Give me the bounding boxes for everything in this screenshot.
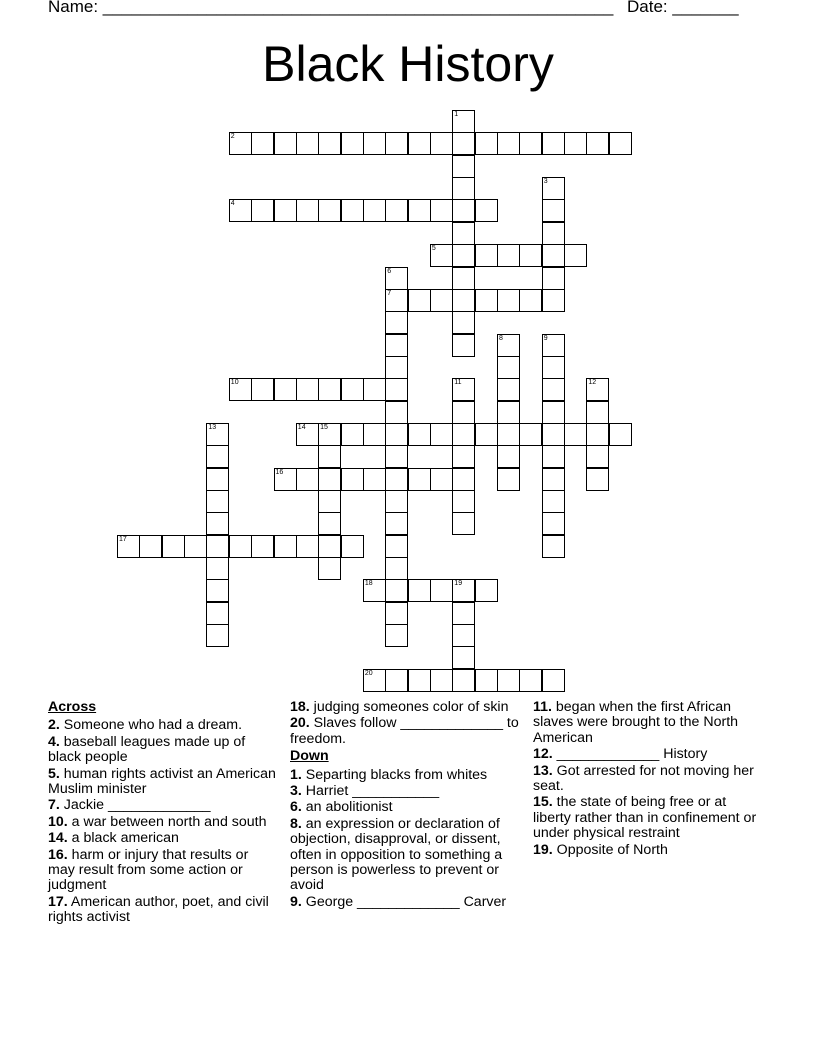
cell-number: 12 (588, 379, 597, 387)
crossword-cell[interactable] (385, 289, 408, 312)
across-clue (48, 735, 278, 766)
down-clue (290, 784, 522, 799)
crossword-cell[interactable] (542, 490, 565, 513)
down-clue (533, 795, 765, 841)
clue-text: _____________ History (552, 746, 708, 763)
clue-text: George _____________ Carver (301, 893, 507, 910)
crossword-cell[interactable] (296, 199, 319, 222)
crossword-cell[interactable] (452, 624, 475, 647)
crossword-cell[interactable] (341, 535, 364, 558)
crossword-cell[interactable] (452, 199, 475, 222)
crossword-cell[interactable] (341, 132, 364, 155)
crossword-cell[interactable] (475, 579, 498, 602)
crossword-cell[interactable] (519, 289, 542, 312)
across-clue (290, 716, 522, 747)
crossword-cell[interactable] (542, 535, 565, 558)
crossword-cell[interactable] (408, 289, 431, 312)
crossword-cell[interactable] (452, 423, 475, 446)
crossword-cell[interactable] (341, 468, 364, 491)
crossword-cell[interactable] (430, 244, 453, 267)
crossword-cell[interactable] (586, 445, 609, 468)
clue-number: 7. (48, 797, 60, 814)
cell-number: 13 (208, 423, 217, 431)
cell-number: 4 (230, 200, 235, 208)
crossword-cell[interactable] (542, 669, 565, 692)
crossword-cell[interactable] (609, 423, 632, 446)
crossword-cell[interactable] (385, 311, 408, 334)
crossword-cell[interactable] (542, 244, 565, 267)
crossword-cell[interactable] (296, 132, 319, 155)
crossword-cell[interactable] (542, 445, 565, 468)
crossword-cell[interactable] (519, 423, 542, 446)
crossword-cell[interactable] (251, 535, 274, 558)
across-heading: Across (48, 699, 97, 715)
crossword-cell[interactable] (363, 468, 386, 491)
clue-number: 16. (48, 846, 68, 863)
crossword-cell[interactable] (363, 669, 386, 692)
cell-number: 8 (499, 334, 503, 342)
crossword-cell[interactable] (475, 289, 498, 312)
clue-number: 10. (48, 813, 68, 830)
crossword-cell[interactable] (542, 334, 565, 357)
clue-number: 20. (290, 715, 310, 732)
crossword-cell[interactable] (497, 244, 520, 267)
crossword-cell[interactable] (452, 132, 475, 155)
across-clue (48, 718, 278, 733)
crossword-cell[interactable] (296, 378, 319, 401)
crossword-cell[interactable] (385, 602, 408, 625)
clue-text: an expression or declaration of objection, disapproval, or dissent, often in opposition to something a person is powerless to prevent or avoid (290, 815, 503, 894)
crossword-cell[interactable] (452, 602, 475, 625)
down-clue (533, 843, 765, 858)
crossword-cell[interactable] (542, 356, 565, 379)
crossword-cell[interactable] (206, 602, 229, 625)
crossword-cell[interactable] (497, 669, 520, 692)
crossword-cell[interactable] (385, 490, 408, 513)
cell-number: 19 (454, 580, 463, 588)
cell-number: 5 (431, 245, 436, 253)
crossword-cell[interactable] (385, 557, 408, 580)
cell-number: 15 (320, 423, 328, 431)
crossword-cell[interactable] (497, 356, 520, 379)
down-clue (533, 764, 765, 795)
crossword-cell[interactable] (475, 423, 498, 446)
crossword-cell[interactable] (408, 468, 431, 491)
crossword-cell[interactable] (206, 445, 229, 468)
crossword-cell[interactable] (430, 579, 453, 602)
crossword-cell[interactable] (542, 267, 565, 290)
crossword-cell[interactable] (542, 199, 565, 222)
cell-number: 1 (454, 111, 459, 118)
clue-text: an abolitionist (301, 799, 393, 816)
cell-number: 3 (543, 178, 548, 186)
crossword-cell[interactable] (542, 222, 565, 245)
across-clue (48, 895, 278, 926)
crossword-cell[interactable] (318, 445, 341, 468)
crossword-cell[interactable] (385, 512, 408, 535)
crossword-cell[interactable] (363, 132, 386, 155)
cell-number: 16 (275, 468, 284, 476)
crossword-cell[interactable] (385, 468, 408, 491)
clue-number: 1. (290, 766, 302, 783)
crossword-cell[interactable] (117, 535, 140, 558)
crossword-cell[interactable] (296, 468, 319, 491)
crossword-cell[interactable] (452, 267, 475, 290)
crossword-cell[interactable] (542, 423, 565, 446)
crossword-cell[interactable] (586, 468, 609, 491)
crossword-cell[interactable] (452, 378, 475, 401)
crossword-cell[interactable] (564, 132, 587, 155)
clue-text: a war between north and south (67, 813, 267, 830)
clue-number: 19. (533, 841, 553, 858)
crossword-cell[interactable] (452, 334, 475, 357)
crossword-cell[interactable] (452, 468, 475, 491)
across-clue (48, 767, 278, 798)
crossword-cell[interactable] (318, 468, 341, 491)
clue-text: Slaves follow _____________ to freedom. (290, 715, 519, 747)
crossword-cell[interactable] (542, 512, 565, 535)
crossword-cell[interactable] (206, 624, 229, 647)
crossword-cell[interactable] (497, 132, 520, 155)
crossword-cell[interactable] (497, 289, 520, 312)
crossword-cell[interactable] (452, 289, 475, 312)
crossword-cell[interactable] (385, 535, 408, 558)
crossword-cell[interactable] (497, 378, 520, 401)
down-clue (290, 768, 522, 783)
clues-column-2 (290, 700, 522, 911)
crossword-cell[interactable] (408, 199, 431, 222)
crossword-cell[interactable] (206, 490, 229, 513)
clue-text: judging someones color of skin (309, 699, 509, 715)
crossword-cell[interactable] (452, 155, 475, 178)
clue-text: Opposite of North (552, 841, 668, 858)
cell-number: 6 (387, 267, 392, 275)
clue-text: baseball leagues made up of black people (48, 733, 246, 766)
cell-number: 20 (364, 669, 373, 677)
crossword-cell[interactable] (385, 132, 408, 155)
crossword-cell[interactable] (341, 378, 364, 401)
crossword-cell[interactable] (363, 378, 386, 401)
crossword-cell[interactable] (586, 401, 609, 424)
down-heading: Down (290, 748, 329, 765)
crossword-cell[interactable] (318, 490, 341, 513)
crossword-cell[interactable] (542, 177, 565, 200)
crossword-cell[interactable] (519, 669, 542, 692)
clue-number: 3. (290, 783, 302, 800)
crossword-cell[interactable] (586, 423, 609, 446)
crossword-cell[interactable] (385, 423, 408, 446)
crossword-cell[interactable] (519, 244, 542, 267)
crossword-cell[interactable] (385, 378, 408, 401)
crossword-cell[interactable] (452, 669, 475, 692)
crossword-cell[interactable] (385, 579, 408, 602)
crossword-cell[interactable] (564, 244, 587, 267)
crossword-cell[interactable] (452, 512, 475, 535)
crossword-cell[interactable] (452, 445, 475, 468)
crossword-cell[interactable] (519, 132, 542, 155)
across-clue (48, 848, 278, 894)
clue-text: Got arrested for not moving her seat. (533, 762, 754, 795)
crossword-cell[interactable] (609, 132, 632, 155)
clue-number: 17. (48, 893, 68, 910)
page-title: Black History (262, 36, 554, 92)
crossword-cell[interactable] (251, 132, 274, 155)
crossword-cell[interactable] (274, 468, 297, 491)
crossword-cell[interactable] (385, 267, 408, 290)
crossword-cell[interactable] (385, 624, 408, 647)
crossword-cell[interactable] (363, 423, 386, 446)
down-clue (290, 895, 522, 910)
crossword-cell[interactable] (206, 468, 229, 491)
crossword-cell[interactable] (452, 244, 475, 267)
clue-number: 11. (533, 699, 552, 715)
clue-text: the state of being free or at liberty rather than in confinement or under physical restraint (533, 794, 757, 842)
cell-number: 18 (364, 580, 373, 588)
clue-text: Harriet ___________ (301, 783, 440, 800)
across-clue (48, 831, 278, 846)
cell-number: 7 (387, 289, 392, 297)
clue-text: American author, poet, and civil rights activist (48, 893, 269, 926)
date-field-label: Date: _______ (627, 0, 739, 16)
crossword-cell[interactable] (363, 199, 386, 222)
crossword-cell[interactable] (452, 401, 475, 424)
clue-number: 8. (290, 815, 302, 832)
crossword-cell[interactable] (430, 468, 453, 491)
crossword-cell[interactable] (430, 199, 453, 222)
crossword-cell[interactable] (363, 579, 386, 602)
clue-number: 2. (48, 717, 60, 734)
crossword-cell[interactable] (452, 311, 475, 334)
crossword-cell[interactable] (430, 132, 453, 155)
crossword-cell[interactable] (452, 579, 475, 602)
crossword-cell[interactable] (318, 535, 341, 558)
crossword-cell[interactable] (251, 199, 274, 222)
crossword-cell[interactable] (430, 669, 453, 692)
crossword-cell[interactable] (229, 132, 252, 155)
crossword-cell[interactable] (408, 423, 431, 446)
crossword-cell[interactable] (497, 401, 520, 424)
clue-number: 4. (48, 733, 60, 750)
crossword-cell[interactable] (385, 669, 408, 692)
clues-column-3 (533, 700, 765, 859)
clue-text: a black american (67, 830, 179, 847)
crossword-cell[interactable] (318, 132, 341, 155)
crossword-cell[interactable] (497, 445, 520, 468)
clue-text: harm or injury that results or may result from some action or judgment (48, 846, 249, 894)
cell-number: 10 (230, 379, 239, 387)
crossword-cell[interactable] (586, 132, 609, 155)
crossword-cell[interactable] (430, 423, 453, 446)
clue-text: human rights activist an American Muslim minister (48, 765, 276, 798)
crossword-cell[interactable] (318, 512, 341, 535)
clue-text: began when the first African slaves were brought to the North American (533, 699, 739, 746)
crossword-cell[interactable] (475, 244, 498, 267)
crossword-cell[interactable] (341, 199, 364, 222)
crossword-cell[interactable] (452, 177, 475, 200)
name-field-label: Name: ______________________________________________________ (48, 0, 614, 16)
cell-number: 14 (297, 423, 306, 431)
clue-number: 14. (48, 830, 68, 847)
crossword-cell[interactable] (274, 535, 297, 558)
crossword-cell[interactable] (542, 401, 565, 424)
crossword-cell[interactable] (229, 378, 252, 401)
crossword-cell[interactable] (452, 646, 475, 669)
crossword-cell[interactable] (274, 199, 297, 222)
crossword-cell[interactable] (542, 289, 565, 312)
clues-column-1 (48, 700, 278, 927)
clue-text: Separting blacks from whites (301, 766, 488, 783)
crossword-cell[interactable] (296, 535, 319, 558)
clue-number: 13. (533, 762, 553, 779)
clue-text: Someone who had a dream. (59, 717, 243, 734)
crossword-cell[interactable] (408, 132, 431, 155)
across-clue (290, 700, 522, 715)
crossword-cell[interactable] (385, 356, 408, 379)
down-clue (533, 700, 765, 746)
crossword-cell[interactable] (452, 110, 475, 133)
crossword-cell[interactable] (542, 378, 565, 401)
crossword-cell[interactable] (408, 579, 431, 602)
crossword-cell[interactable] (184, 535, 207, 558)
crossword-cell[interactable] (542, 132, 565, 155)
crossword-cell[interactable] (452, 222, 475, 245)
down-clue (533, 747, 765, 762)
down-clue (290, 800, 522, 815)
crossword-cell[interactable] (430, 289, 453, 312)
crossword-cell[interactable] (251, 378, 274, 401)
crossword-cell[interactable] (542, 468, 565, 491)
crossword-cell[interactable] (475, 199, 498, 222)
clue-number: 15. (533, 794, 553, 811)
crossword-cell[interactable] (408, 669, 431, 692)
crossword-cell[interactable] (206, 579, 229, 602)
crossword-cell[interactable] (274, 132, 297, 155)
crossword-cell[interactable] (385, 401, 408, 424)
cell-number: 11 (454, 379, 462, 387)
crossword-cell[interactable] (139, 535, 162, 558)
crossword-cell[interactable] (274, 378, 297, 401)
crossword-cell[interactable] (341, 423, 364, 446)
crossword-cell[interactable] (385, 334, 408, 357)
crossword-cell[interactable] (206, 535, 229, 558)
across-clue (48, 815, 278, 830)
cell-number: 17 (119, 535, 127, 543)
crossword-cell[interactable] (475, 669, 498, 692)
clue-number: 18. (290, 699, 310, 715)
crossword-cell[interactable] (586, 378, 609, 401)
crossword-cell[interactable] (318, 378, 341, 401)
clue-number: 12. (533, 746, 553, 763)
crossword-cell[interactable] (497, 468, 520, 491)
crossword-cell[interactable] (497, 334, 520, 357)
cell-number: 9 (543, 334, 548, 342)
clue-number: 5. (48, 765, 60, 782)
clue-number: 6. (290, 799, 302, 816)
crossword-cell[interactable] (318, 199, 341, 222)
crossword-cell[interactable] (296, 423, 319, 446)
crossword-cell[interactable] (564, 423, 587, 446)
across-clue (48, 798, 278, 813)
crossword-cell[interactable] (318, 423, 341, 446)
crossword-cell[interactable] (475, 132, 498, 155)
clue-text: Jackie _____________ (59, 797, 211, 814)
crossword-cell[interactable] (229, 199, 252, 222)
cell-number: 2 (230, 133, 235, 141)
down-clue (290, 817, 522, 894)
crossword-cell[interactable] (206, 557, 229, 580)
crossword-cell[interactable] (452, 490, 475, 513)
clue-number: 9. (290, 893, 302, 910)
crossword-cell[interactable] (385, 199, 408, 222)
crossword-cell[interactable] (318, 557, 341, 580)
crossword-cell[interactable] (206, 423, 229, 446)
crossword-cell[interactable] (162, 535, 185, 558)
crossword-cell[interactable] (497, 423, 520, 446)
crossword-cell[interactable] (385, 445, 408, 468)
crossword-cell[interactable] (206, 512, 229, 535)
crossword-cell[interactable] (229, 535, 252, 558)
